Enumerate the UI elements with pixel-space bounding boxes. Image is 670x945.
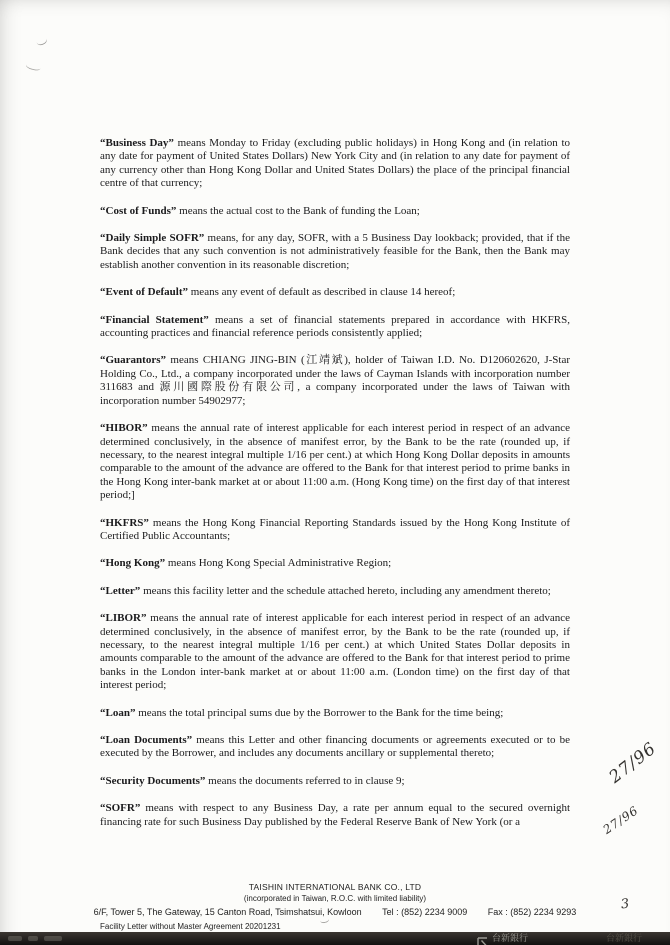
definition-text: means the total principal sums due by the Borrower to the Bank for the time being;: [135, 706, 504, 719]
definition-term: “Loan”: [100, 706, 136, 719]
definition-text: means the Hong Kong Financial Reporting Standards issued by the Hong Kong Institute of Certified Public Accountants;: [100, 516, 570, 542]
document-reference: Facility Letter without Master Agreement 20201231: [100, 922, 281, 931]
taishin-logo-icon: [477, 934, 488, 945]
bank-name: TAISHIN INTERNATIONAL BANK CO., LTD: [248, 882, 422, 892]
definition-event-of-default: [100, 286, 570, 299]
bank-telephone: Tel : (852) 2234 9009: [382, 907, 468, 917]
definition-guarantors: [100, 354, 570, 408]
definition-term: “HKFRS”: [100, 516, 149, 529]
definition-term: “HIBOR”: [100, 422, 148, 435]
definition-hibor: [100, 422, 570, 502]
definition-term: “SOFR”: [100, 802, 141, 815]
definition-text: means the annual rate of interest applicable for each interest period in respect of an advance determined conclusively, in the absence of manifest error, by the Bank to be the rate (rounded up, if necessary, to the nearest integral multiple 1/16 per cent.) at which United States Dollar deposits in amounts comparable to the amount of the advance are offered to the Bank for that interest period to prime banks in the London inter-bank market at or about 11:00 a.m. (London time) on the first day of that interest period;: [100, 612, 570, 692]
taishin-brand-text-faint: 台新銀行: [606, 933, 643, 943]
definition-term: “Event of Default”: [100, 286, 188, 299]
bank-incorporation-note: (incorporated in Taiwan, R.O.C. with limited liability): [243, 894, 427, 903]
definition-term: “Security Documents”: [100, 774, 206, 787]
definition-daily-simple-sofr: [100, 232, 570, 272]
bank-address: 6/F, Tower 5, The Gateway, 15 Canton Road, Tsimshatsui, Kowloon: [93, 907, 362, 917]
page-footer: [0, 881, 670, 920]
definition-financial-statement: [100, 314, 570, 341]
handwritten-initials-mark-1: 27/96: [605, 738, 661, 788]
definition-loan: [100, 707, 570, 720]
definition-text: means this Letter and other financing documents or agreements executed or to be executed by the Borrower, and includes any documents ancillary or supplemental thereto;: [100, 734, 570, 760]
definition-text: means with respect to any Business Day, a rate per annum equal to the secured overnight financing rate for such Business Day published by the Federal Reserve Bank of New York (or a: [100, 802, 570, 828]
definition-text: means the annual rate of interest applicable for each interest period in respect of an advance determined conclusively, in the absence of manifest error, by the Bank to be the rate (rounded up, if necessary, to the nearest integral multiple 1/16 per cent.) at which Hong Kong Dollar deposits in amounts comparable to the amount of the advance are offered to the Bank for that interest period to prime banks in the Hong Kong inter-bank market at or about 11:00 a.m. (Hong Kong time) on the first day of that interest period;]: [100, 422, 570, 502]
taishin-brand-text: 台新銀行: [492, 933, 529, 943]
definition-text: means CHIANG JING-BIN (江靖斌), holder of Taiwan I.D. No. D120602620, J-Star Holding Co., Ltd., a company incorporated under the laws of Cayman Islands with incorporation number 311683 and 源川國際股份有限公司, a company incorporated under the laws of Taiwan with incorporation number 54902977;: [100, 354, 570, 407]
pencil-scribble-1: [35, 34, 49, 46]
definitions-section: [100, 137, 570, 843]
definition-sofr: [100, 802, 570, 829]
definition-term: “Hong Kong”: [100, 557, 166, 570]
definition-text: means the actual cost to the Bank of funding the Loan;: [176, 204, 420, 217]
definition-term: “Cost of Funds”: [100, 204, 177, 217]
definition-business-day: [100, 137, 570, 191]
scan-edge-strip: [0, 932, 670, 945]
definition-term: “LIBOR”: [100, 612, 147, 625]
definition-loan-documents: [100, 734, 570, 761]
handwritten-initials-mark-2: 27/96: [600, 803, 642, 837]
definition-text: means a set of financial statements prepared in accordance with HKFRS, accounting practices and financial reference periods consistently applied;: [100, 313, 570, 340]
definition-term: “Business Day”: [100, 137, 174, 149]
definition-text: means any event of default as described in clause 14 hereof;: [188, 286, 456, 299]
definition-text: means Monday to Friday (excluding public holidays) in Hong Kong and (in relation to any date for payment of United States Dollars) New York City and (in relation to any date for payment of any currency other than Hong Kong Dollar and United States Dollars) the place of the principal financial centre of that currency;: [100, 137, 571, 190]
definition-term: “Letter”: [100, 584, 141, 597]
bank-contact-line: [0, 905, 670, 920]
definition-text: means Hong Kong Special Administrative Region;: [165, 557, 392, 570]
scan-smudge: [44, 936, 62, 941]
definition-text: means this facility letter and the schedule attached hereto, including any amendment thereto;: [140, 584, 551, 597]
definition-hong-kong: [100, 557, 570, 570]
bank-fax: Fax : (852) 2234 9293: [487, 907, 577, 917]
definition-term: “Loan Documents”: [100, 734, 193, 746]
pencil-scribble-2: [25, 60, 41, 71]
scan-smudge: [28, 936, 38, 941]
handwritten-page-number: 3: [619, 896, 631, 913]
definition-letter: [100, 585, 570, 598]
definition-libor: [100, 612, 570, 692]
definition-text: means, for any day, SOFR, with a 5 Business Day lookback; provided, that if the Bank decides that any such convention is not administratively feasible for the Bank, then the Bank may establish another convention in its reasonable discretion;: [100, 232, 570, 271]
definition-security-documents: [100, 775, 570, 788]
definition-term: “Daily Simple SOFR”: [100, 232, 205, 245]
definition-term: “Guarantors”: [100, 354, 166, 367]
scan-smudge: [8, 936, 22, 941]
definition-term: “Financial Statement”: [100, 313, 209, 326]
definition-hkfrs: [100, 517, 570, 544]
definition-text: means the documents referred to in clause 9;: [205, 774, 405, 787]
definition-cost-of-funds: [100, 205, 570, 218]
